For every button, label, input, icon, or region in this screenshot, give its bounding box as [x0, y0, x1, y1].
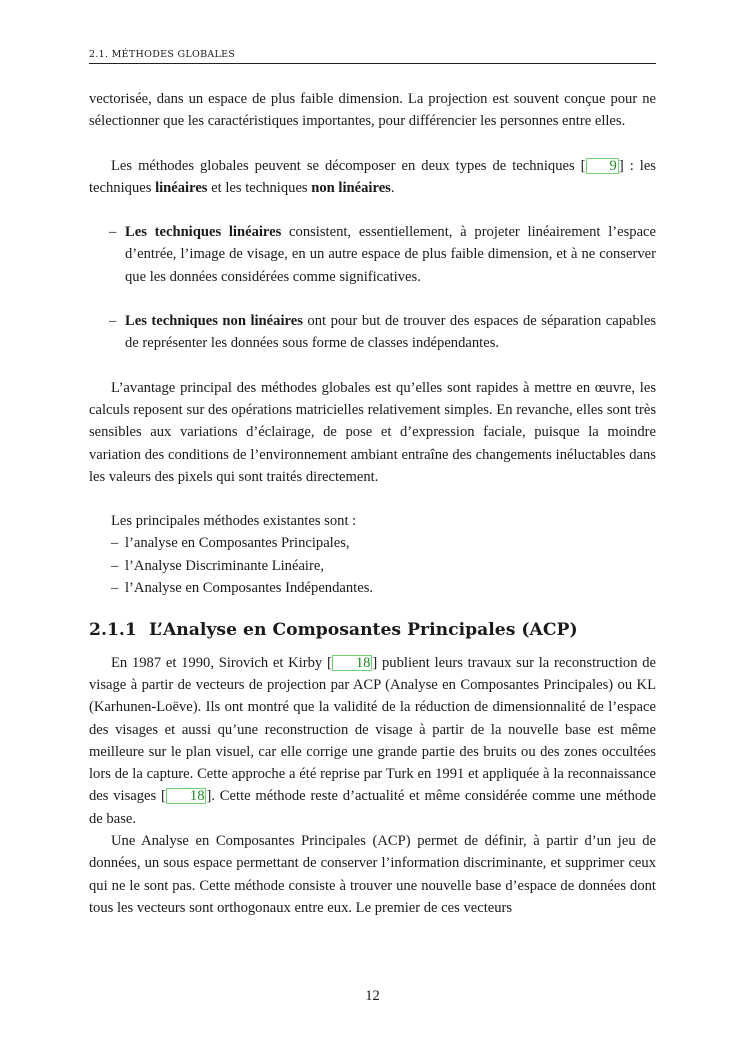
paragraph-1: vectorisée, dans un espace de plus faible dimension. La projection est souvent conçue pour ne sélectionner que les caractéristiques importantes, pour différencier les personnes entre elles.: [89, 91, 656, 130]
page-body: [89, 88, 656, 919]
citation-link[interactable]: 18: [332, 655, 373, 671]
paragraph-3: L’avantage principal des méthodes globales est qu’elles sont rapides à mettre en œuvre, les calculs reposent sur des opérations matricielles relativement simples. En revanche, elles sont très sensibles aux variations d’éclairage, de pose et d’expression faciale, puisque la moindre variation des conditions de l’environnement ambiant entraîne des changements inéluctables dans les valeurs des pixels qui sont traités directement.: [89, 379, 656, 485]
item-2-text: ont pour but de trouver des espaces de séparation capables de représenter les données sous forme de classes indépendantes.: [125, 313, 656, 352]
citation-link[interactable]: 9: [586, 158, 619, 174]
section-number: 2.1.1: [89, 620, 137, 641]
paragraph-2-text-d: .: [390, 179, 395, 196]
list-item: [125, 310, 656, 355]
item-2-bold: Les techniques non linéaires: [125, 313, 303, 330]
methods-list-intro: Les principales méthodes existantes sont :: [111, 513, 357, 530]
list-item: [125, 221, 656, 288]
list-item: – l’analyse en Composantes Principales,: [111, 532, 656, 554]
page-number: 12: [365, 988, 380, 1004]
bold-term-non-lineaires: non linéaires: [311, 179, 391, 196]
methods-list: [89, 510, 656, 599]
bold-term-lineaires: linéaires: [155, 179, 208, 196]
citation-link[interactable]: 18: [166, 788, 207, 804]
section-text-c: . Cette méthode reste d’actualité et même considérée comme une méthode de base.: [89, 788, 656, 827]
paragraph-2-text-c: et les techniques: [207, 179, 312, 196]
paragraph-2-text-b: : les techniques: [89, 157, 656, 196]
techniques-list: [89, 221, 656, 354]
paragraph-2: Les méthodes globales peuvent se décomposer en deux types de techniques [ 9 ] : les techniques linéaires et les techniques non linéaires.: [89, 157, 656, 196]
section-paragraph-2: Une Analyse en Composantes Principales (ACP) permet de définir, à partir d’un jeu de données, un sous espace permettant de conserver l’information discriminante, et supprimer ceux qui ne le sont pas. Cette méthode consiste à trouver une nouvelle base d’espace de données dont tous les vecteurs sont orthogonaux entre eux. Le premier de ces vecteurs: [89, 833, 656, 916]
section-text-b: publient leurs travaux sur la reconstruction de visage à partir de vecteurs de projection par ACP (Analyse en Composantes Principales) ou KL (Karhunen-Loëve). Ils ont montré que la validité de la réduction de dimensionnalité de l’espace des visages et aussi qu’une reconstruction de visage à partir de la nouvelle base est même meilleure sur le plan visuel, car elle corrige une grande partie des bruits ou des zones occultées lors de la capture. Cette approche a été reprise par Turk en 1991 et appliquée à la reconnaissance des visages: [89, 654, 656, 805]
paragraph-2-text-a: Les méthodes globales peuvent se décomposer en deux types de techniques: [111, 157, 575, 174]
header-rule: [89, 63, 656, 64]
section-text-a: En 1987 et 1990, Sirovich et Kirby: [111, 654, 327, 671]
item-1-bold: Les techniques linéaires: [125, 224, 282, 241]
list-item: – l’Analyse en Composantes Indépendantes.: [111, 577, 656, 599]
item-1-text: consistent, essentiellement, à projeter linéairement l’espace d’entrée, l’image de visage, en un autre espace de plus faible dimension, et à ne conserver que les données considérées comme significatives.: [125, 224, 657, 285]
section-title: L’Analyse en Composantes Principales (ACP): [149, 620, 578, 641]
section-heading: [89, 619, 656, 641]
list-item: – l’Analyse Discriminante Linéaire,: [111, 555, 656, 577]
running-header: 2.1. MÉTHODES GLOBALES: [89, 49, 236, 60]
section-paragraph-1: En 1987 et 1990, Sirovich et Kirby [ 18 ] publient leurs travaux sur la reconstruction de visage à partir de vecteurs de projection par ACP (Analyse en Composantes Principales) ou KL (Karhunen-Loëve). Ils ont montré que la validité de la réduction de dimensionnalité de l’espace des visages et aussi qu’une reconstruction de visage à partir de la nouvelle base est même meilleure sur le plan visuel, car elle corrige une grande partie des bruits ou des zones occultées lors de la capture. Cette approche a été reprise par Turk en 1991 et appliquée à la reconnaissance des visages [ 18 ]. Cette méthode reste d’actualité et même considérée comme une méthode de base.: [89, 654, 656, 827]
